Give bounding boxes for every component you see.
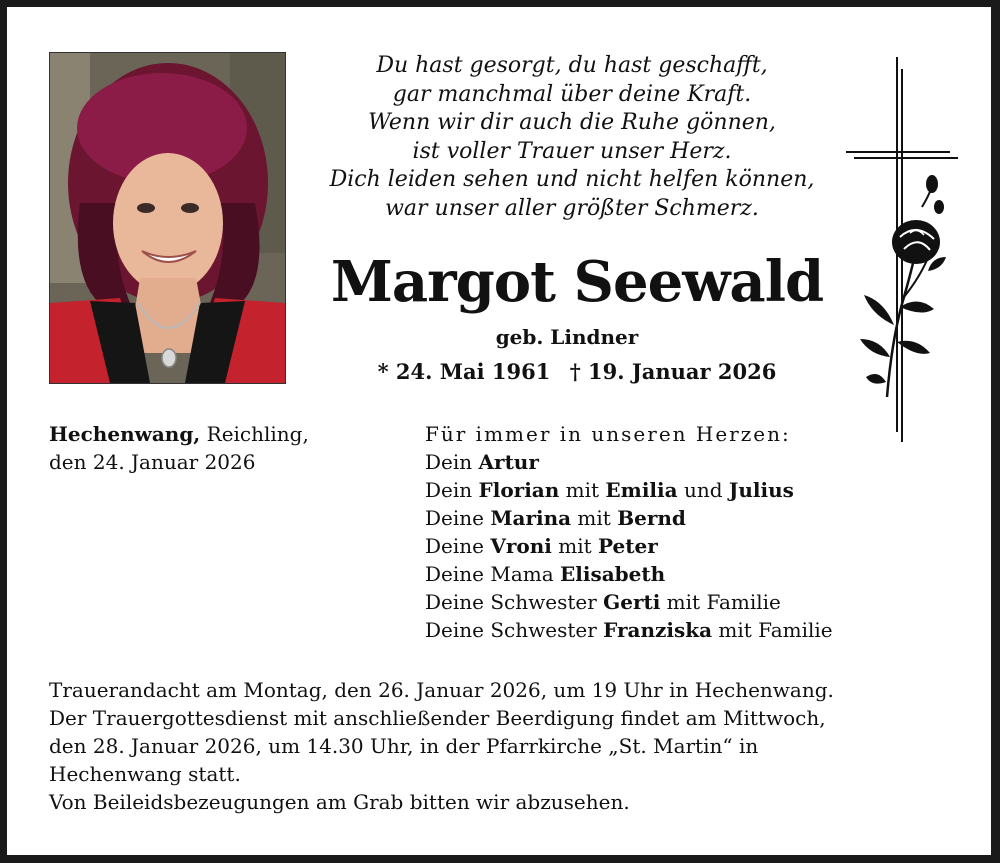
portrait-photo [49,52,286,384]
mourner-text: Deine Schwester [425,590,604,614]
mourner-text: Deine Mama [425,562,560,586]
poem-line: Du hast gesorgt, du hast geschafft, [376,53,768,78]
mourner-text: Deine [425,506,491,530]
mourners-intro: Für immer in unseren Herzen: [425,422,791,446]
obituary-card [7,7,991,855]
portrait-illustration [50,53,285,383]
deceased-name: Margot Seewald [330,249,824,315]
mourner-text: und [677,478,729,502]
poem-line: gar manchmal über deine Kraft. [392,81,752,107]
mourner-text: mit Familie [660,590,781,614]
maiden-name: geb. Lindner [495,325,639,349]
mourner-name: Emilia [605,478,678,502]
mourner-line [425,504,833,532]
poem-line: ist voller Trauer unser Herz. [412,138,732,164]
place-town-rest: Reichling, [200,422,309,446]
mourner-line [425,588,833,616]
mourner-name: Elisabeth [560,562,666,586]
mourner-name: Franziska [603,618,713,642]
mourner-line [425,560,833,588]
mourner-text: Deine [425,534,491,558]
mourner-line [425,532,833,560]
mourner-text: mit [551,534,599,558]
rose-icon [892,175,944,264]
mourner-name: Gerti [603,590,661,614]
mourner-text: Dein [425,478,479,502]
service-notice [49,676,949,816]
poem [317,52,827,224]
mourners-list [425,420,833,644]
notice-line: Hechenwang statt. [49,762,241,786]
poem-line: war unser aller größter Schmerz. [385,195,759,221]
mourner-name: Julius [728,478,794,502]
poem-line: Wenn wir dir auch die Ruhe gönnen, [368,110,776,136]
mourner-name: Vroni [490,534,552,558]
mourner-text: mit Familie [712,618,833,642]
poem-line: Dich leiden sehen und nicht helfen können, [329,167,815,193]
life-dates [307,359,847,384]
mourner-name: Peter [598,534,658,558]
mourner-text: mit [559,478,606,502]
mourner-name: Bernd [617,506,686,530]
mourner-name: Florian [478,478,560,502]
place-and-date [49,420,309,476]
death-date: † 19. Januar 2026 [569,359,777,384]
mourner-text: Deine Schwester [425,618,604,642]
mourner-line [425,448,833,476]
birth-date: * 24. Mai 1961 [377,359,551,384]
place-line [49,420,309,448]
notice-line: den 28. Januar 2026, um 14.30 Uhr, in der Pfarrkirche „St. Martin“ in [49,734,759,758]
mourners-lines [425,448,833,644]
cross-rose-illustration [842,57,962,442]
mourner-name: Artur [478,450,539,474]
mourner-text: mit [571,506,618,530]
place-town-bold: Hechenwang, [49,422,201,446]
announcement-date: den 24. Januar 2026 [49,450,256,474]
mourner-text: Dein [425,450,479,474]
notice-line: Der Trauergottesdienst mit anschließender Beerdigung findet am Mittwoch, [49,706,826,730]
notice-line: Von Beileidsbezeugungen am Grab bitten wir abzusehen. [49,790,630,814]
mourner-name: Marina [490,506,572,530]
notice-line: Trauerandacht am Montag, den 26. Januar 2026, um 19 Uhr in Hechenwang. [49,678,834,702]
mourner-line [425,476,833,504]
mourner-line [425,616,833,644]
cross-icon [842,57,962,442]
